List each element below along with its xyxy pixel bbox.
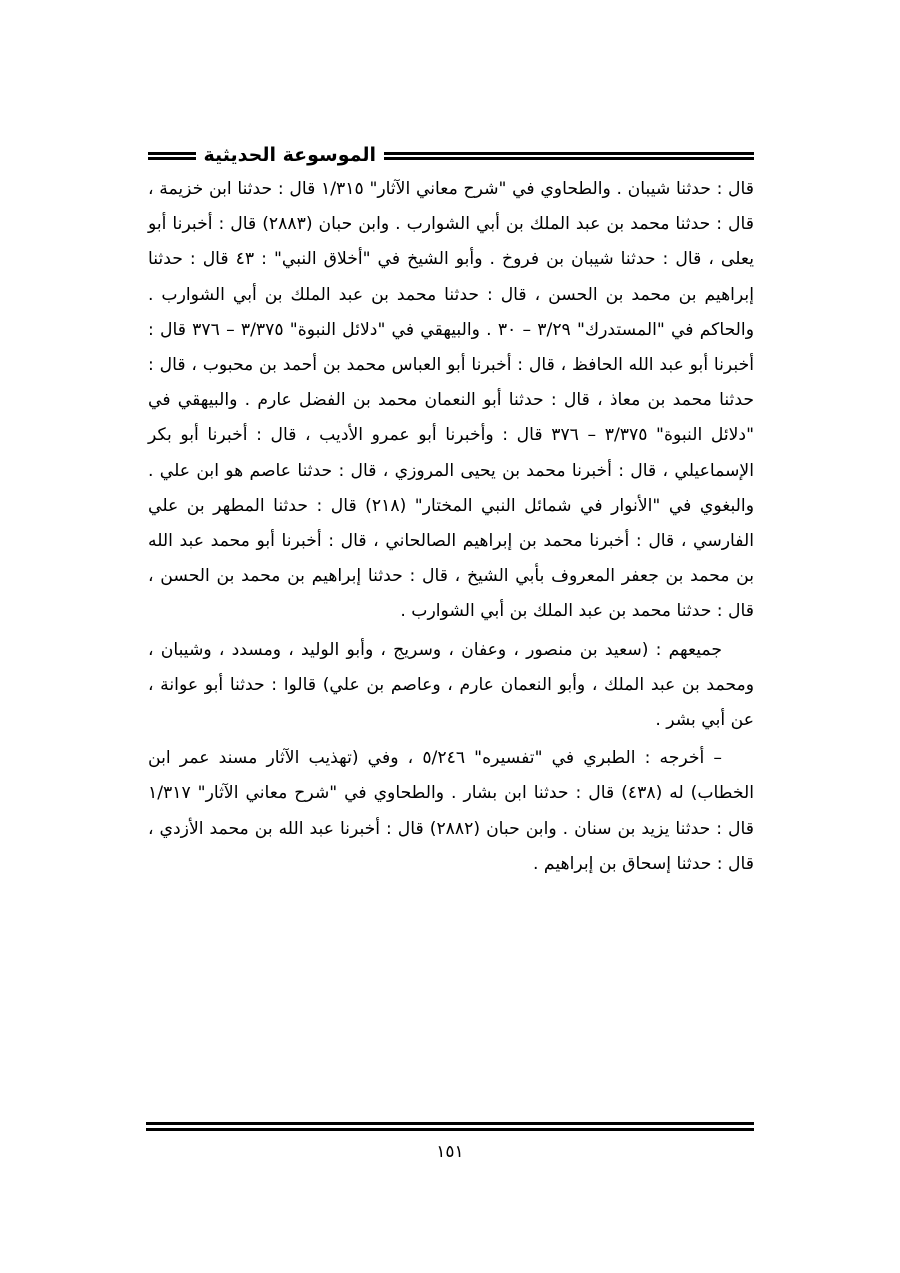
- page-number: ١٥١: [436, 1142, 464, 1162]
- paragraph-1: قال : حدثنا شيبان . والطحاوي في "شرح معاني الآثار" ١/٣١٥ قال : حدثنا ابن خزيمة ، قال : حدثنا محمد بن عبد الملك بن أبي الشوارب . وابن حبان (٢٨٨٣) قال : أخبرنا أبو يعلى ، قال : حدثنا شيبان بن فروخ . وأبو الشيخ في "أخلاق النبي" : ٤٣ قال : حدثنا إبراهيم بن محمد بن الحسن ، قال : حدثنا محمد بن عبد الملك بن أبي الشوارب . والحاكم في "المستدرك" ٣/٢٩ – ٣٠ . والبيهقي في "دلائل النبوة" ٣/٣٧٥ – ٣٧٦ قال : أخبرنا أبو عبد الله الحافظ ، قال : أخبرنا أبو العباس محمد بن أحمد بن محبوب ، قال : حدثنا محمد بن معاذ ، قال : حدثنا أبو النعمان محمد بن الفضل عارم . والبيهقي في "دلائل النبوة" ٣/٣٧٥ – ٣٧٦ قال : وأخبرنا أبو عمرو الأديب ، قال : أخبرنا أبو بكر الإسماعيلي ، قال : أخبرنا محمد بن يحيى المروزي ، قال : حدثنا عاصم هو ابن علي . والبغوي في "الأنوار في شمائل النبي المختار" (٢١٨) قال : حدثنا المطهر بن علي الفارسي ، قال : أخبرنا محمد بن إبراهيم الصالحاني ، قال : أخبرنا أبو محمد عبد الله بن محمد بن جعفر المعروف بأبي الشيخ ، قال : حدثنا إبراهيم بن محمد بن الحسن ، قال : حدثنا محمد بن عبد الملك بن أبي الشوارب .: [148, 179, 754, 622]
- header-rule-right: [384, 152, 754, 160]
- header-rule-left: [148, 152, 196, 160]
- header-title: الموسوعة الحديثية: [203, 144, 376, 166]
- paragraph-2: جميعهم : (سعيد بن منصور ، وعفان ، وسريج ، وأبو الوليد ، ومسدد ، وشيبان ، ومحمد بن عبد الملك ، وأبو النعمان عارم ، وعاصم بن علي) قالوا : حدثنا أبو عوانة ، عن أبي بشر .: [148, 639, 754, 731]
- running-header: [148, 140, 754, 174]
- paragraph-3: – أخرجه : الطبري في "تفسيره" ٥/٢٤٦ ، وفي (تهذيب الآثار مسند عمر ابن الخطاب) له (٤٣٨) قال : حدثنا ابن بشار . والطحاوي في "شرح معاني الآثار" ١/٣١٧ قال : حدثنا يزيد بن سنان . وابن حبان (٢٨٨٢) قال : أخبرنا عبد الله بن محمد الأزدي ، قال : حدثنا إسحاق بن إبراهيم .: [148, 748, 754, 874]
- footer-rule: [146, 1122, 754, 1131]
- body-text: [148, 172, 754, 882]
